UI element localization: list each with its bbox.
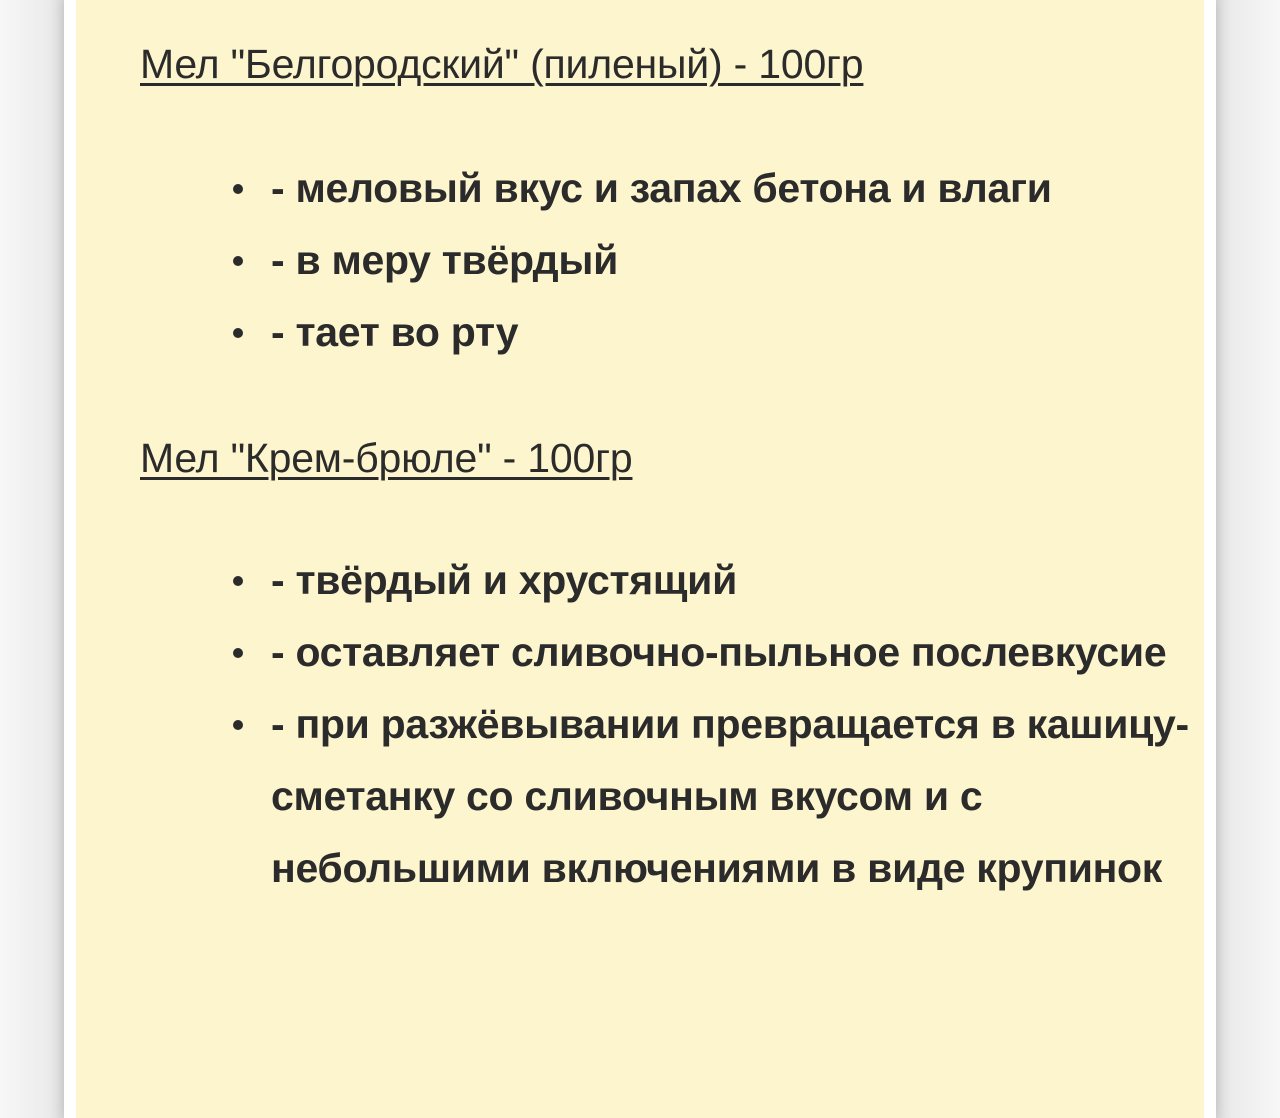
list-item-text: - оставляет сливочно-пыльное послевкусие xyxy=(271,629,1167,675)
page-edge-right xyxy=(1216,0,1280,1118)
post-card xyxy=(64,0,1216,1118)
list-item xyxy=(140,224,1190,296)
bullet-icon xyxy=(233,720,243,730)
list-item-text: - твёрдый и хрустящий xyxy=(271,557,737,603)
list-item xyxy=(140,544,1190,616)
bullet-icon xyxy=(233,184,243,194)
list-item xyxy=(140,296,1190,368)
bullet-icon xyxy=(233,328,243,338)
list-item-text: - при разжёвывании превращается в кашицу-сметанку со сливочным вкусом и с небольшими включениями в виде крупинок xyxy=(271,701,1189,891)
notes-list-creme-brulee xyxy=(140,544,1190,904)
section-heading-creme-brulee: Мел "Крем-брюле" - 100гр xyxy=(140,435,633,481)
section-heading-belgorodsky: Мел "Белгородский" (пиленый) - 100гр xyxy=(140,41,864,87)
notes-list-belgorodsky xyxy=(140,152,1190,368)
content-panel xyxy=(76,0,1204,1118)
bullet-icon xyxy=(233,648,243,658)
list-item-text: - тает во рту xyxy=(271,309,519,355)
bullet-icon xyxy=(233,576,243,586)
list-item xyxy=(140,152,1190,224)
list-item-text: - в меру твёрдый xyxy=(271,237,619,283)
post-content xyxy=(140,0,1190,904)
page-edge-left xyxy=(0,0,64,1118)
list-item xyxy=(140,616,1190,688)
list-item xyxy=(140,688,1190,904)
list-item-text: - меловый вкус и запах бетона и влаги xyxy=(271,165,1052,211)
bullet-icon xyxy=(233,256,243,266)
